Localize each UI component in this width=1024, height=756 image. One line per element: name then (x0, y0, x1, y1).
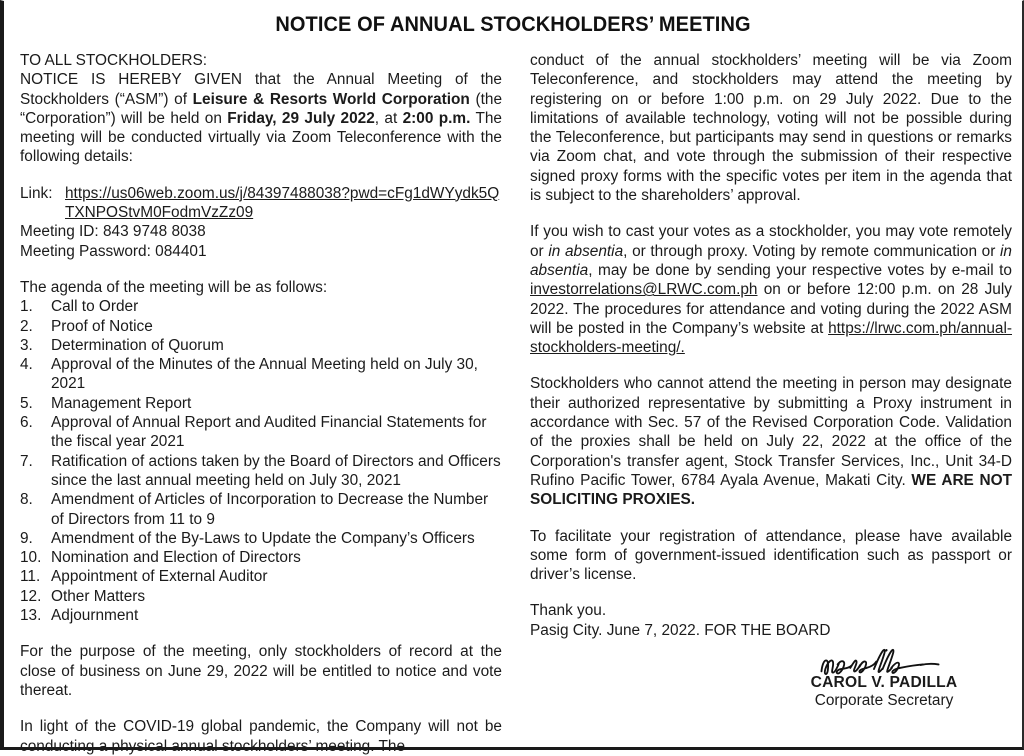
agenda-number: 8. (20, 491, 33, 509)
company-name: Leisure & Resorts World Corporation (192, 90, 470, 108)
proxy-text: Stockholders who cannot attend the meeting in person may designate their authorized representative by submitting a Proxy instrument in accordance with Sec. 57 of the Revised Corporation Code. Validation of the proxies shall be held on July 22, 2022 at the office of the Corporation's transfer agent, Stock Transfer Services, Inc., Unit 34-D Rufino Pacific Tower, 6784 Ayala Avenue, Makati City. (530, 375, 1012, 489)
agenda-number: 11. (20, 568, 41, 586)
handwritten-signature-icon (818, 646, 951, 676)
agenda-text: Determination of Quorum (51, 336, 224, 354)
voting-text-c: , may be done by sending your respective votes by e-mail to (588, 261, 1012, 279)
signer-name: CAROL V. PADILLA (810, 674, 958, 692)
agenda-text: Appointment of External Auditor (51, 568, 268, 586)
voting-text-b: , or through proxy. Voting by remote communication or (623, 242, 1001, 260)
agenda-number: 2. (20, 317, 33, 335)
meeting-password: Meeting Password: 084401 (20, 242, 207, 260)
agenda-number: 7. (20, 452, 33, 470)
list-item (20, 355, 502, 394)
meeting-id: Meeting ID: 843 9748 8038 (20, 223, 206, 241)
asm-website-link[interactable]: https://lrwc.com.ph/annual-stockholders-meeting/. (530, 319, 1012, 357)
agenda-text: Amendment of the By-Laws to Update the Company’s Officers (51, 529, 475, 547)
proxy-paragraph (530, 374, 1012, 509)
left-column (20, 51, 502, 756)
page-title: NOTICE OF ANNUAL STOCKHOLDERS’ MEETING (275, 12, 751, 36)
list-item (20, 529, 502, 548)
voting-text-d: on or before 12:00 p.m. on 28 July 2022. The procedures for attendance and voting during the 2022 ASM will be posted in the Company’s website at (530, 281, 1012, 337)
place-date-board-line: Pasig City. June 7, 2022. FOR THE BOARD (530, 621, 831, 639)
voting-paragraph (530, 222, 1012, 357)
salutation: TO ALL STOCKHOLDERS: (20, 52, 208, 69)
notice-text-a: NOTICE IS HEREBY GIVEN that the Annual Meeting of the Stockholders (“ASM”) of (20, 71, 502, 108)
agenda-text: Ratification of actions taken by the Board of Directors and Officers since the last annual meeting held on July 30, 2021 (51, 452, 501, 489)
list-item (20, 336, 502, 355)
list-item (20, 587, 502, 606)
zoom-meeting-link[interactable]: https://us06web.zoom.us/j/84397488038?pwd=cFg1dWYydk5QTXNPOStvM0FodmVzZz09 (65, 184, 500, 222)
two-column-body (4, 37, 1022, 756)
conduct-paragraph: conduct of the annual stockholders’ meeting will be via Zoom Teleconference, and stockholders may attend the meeting by registering on or before 1:00 p.m. on 29 July 2022. Due to the limitations of available technology, voting will not be possible during the Teleconference, but participants may send in questions or remarks via Zoom chat, and vote through the submission of their respective signed proxy forms with the specific votes per item in the agenda that is subject to the shareholders’ approval. (530, 52, 1012, 205)
list-item (20, 490, 502, 529)
notice-text-b: (the “Corporation”) will be held on (20, 90, 503, 127)
list-item (20, 606, 502, 625)
agenda-number: 12. (20, 587, 42, 605)
list-item (20, 413, 502, 452)
agenda-number: 1. (20, 298, 33, 316)
zoom-link-row (20, 184, 502, 223)
voting-text-a: If you wish to cast your votes as a stockholder, you may vote remotely or (530, 223, 1012, 260)
agenda-number: 4. (20, 356, 33, 374)
in-absentia-1: in absentia (548, 242, 624, 260)
meeting-time: 2:00 p.m. (402, 109, 471, 127)
list-item (20, 317, 502, 336)
agenda-list (20, 297, 502, 625)
agenda-number: 6. (20, 414, 33, 432)
agenda-number: 3. (20, 336, 33, 354)
agenda-text: Other Matters (51, 587, 146, 605)
agenda-intro: The agenda of the meeting will be as follows: (20, 278, 328, 296)
agenda-text: Nomination and Election of Directors (51, 549, 301, 567)
agenda-text: Adjournment (51, 607, 139, 625)
covid-paragraph: In light of the COVID-19 global pandemic, the Company will not be conducting a physical annual stockholders’ meeting. The (20, 718, 502, 755)
link-label: Link: (20, 184, 53, 202)
right-column (530, 51, 1012, 756)
record-date-paragraph: For the purpose of the meeting, only stockholders of record at the close of business on June 29, 2022 will be entitled to notice and vote thereat. (20, 643, 502, 699)
investor-relations-email-link[interactable]: investorrelations@LRWC.com.ph (530, 281, 758, 299)
signer-title: Corporate Secretary (814, 692, 954, 710)
agenda-text: Management Report (51, 394, 192, 412)
identification-paragraph: To facilitate your registration of attendance, please have available some form of government-issued identification such as passport or driver’s license. (530, 527, 1012, 584)
not-soliciting-proxies-notice: WE ARE NOT SOLICITING PROXIES. (530, 471, 1012, 509)
list-item (20, 548, 502, 567)
notice-paragraph (20, 70, 502, 166)
thank-you-line: Thank you. (530, 602, 607, 620)
agenda-text: Proof of Notice (51, 317, 153, 335)
signature-block (778, 646, 990, 710)
agenda-text: Amendment of Articles of Incorporation to Decrease the Number of Directors from 11 to 9 (51, 491, 489, 528)
agenda-number: 5. (20, 394, 33, 412)
list-item (20, 452, 502, 491)
signature-area (530, 646, 1012, 710)
list-item (20, 567, 502, 586)
meeting-date: Friday, 29 July 2022 (227, 109, 375, 127)
agenda-text: Approval of the Minutes of the Annual Meeting held on July 30, 2021 (51, 356, 478, 393)
list-item (20, 297, 502, 316)
in-absentia-2: in absentia (530, 242, 1012, 279)
agenda-number: 13. (20, 607, 42, 625)
notice-text-d: The meeting will be conducted virtually via Zoom Teleconference with the following details: (20, 109, 502, 166)
agenda-number: 10. (20, 549, 42, 567)
list-item (20, 394, 502, 413)
notice-text-c: , at (374, 109, 403, 127)
agenda-text: Approval of Annual Report and Audited Financial Statements for the fiscal year 2021 (51, 414, 487, 451)
agenda-text: Call to Order (51, 298, 139, 316)
agenda-number: 9. (20, 529, 33, 547)
